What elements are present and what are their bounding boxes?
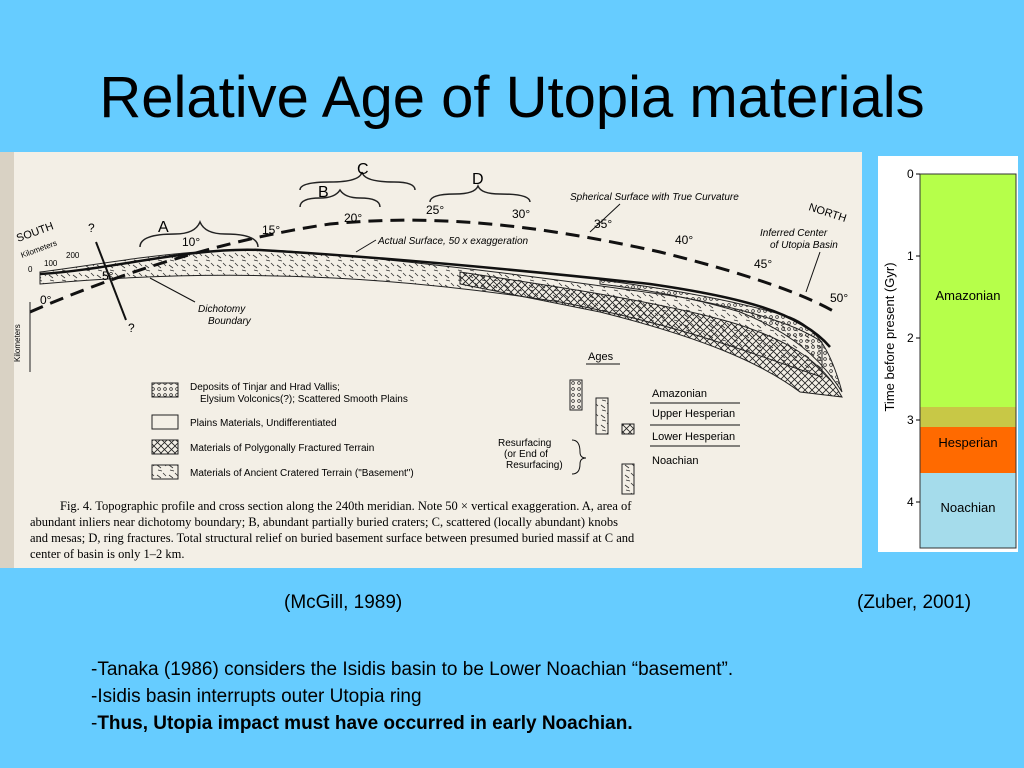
resurfacing-label: Resurfacing)	[506, 460, 563, 471]
hesperian-label: Hesperian	[938, 435, 998, 450]
bullet-dash: -	[91, 713, 98, 734]
basement-layer	[40, 250, 822, 377]
amazonian-label: Amazonian	[935, 288, 1001, 303]
scale-tick: 200	[66, 251, 80, 260]
question-mark: ?	[88, 221, 95, 235]
conclusion-text: Thus, Utopia impact must have occurred in early Noachian.	[97, 713, 633, 734]
angle-label: 20°	[344, 211, 363, 225]
resurfacing-label: (or End of	[504, 449, 548, 460]
age-upper-hesperian: Upper Hesperian	[652, 408, 736, 420]
dichotomy-label: Dichotomy	[198, 304, 246, 315]
angle-label: 25°	[426, 203, 445, 217]
legend-swatch	[152, 465, 178, 479]
legend-swatch	[152, 383, 178, 397]
dichotomy-label: Boundary	[208, 316, 251, 327]
scan-edge	[0, 152, 14, 568]
angle-label: 15°	[262, 223, 281, 237]
angle-label: 45°	[754, 257, 773, 271]
scale-tick: 0	[28, 265, 33, 274]
profile-diagram	[0, 152, 862, 568]
time-axis-label: Time before present (Gyr)	[882, 262, 897, 412]
legend-swatch	[152, 415, 178, 429]
bullet-item: -Isidis basin interrupts outer Utopia ring	[91, 686, 422, 707]
angle-label: 5°	[102, 269, 114, 283]
legend-swatch	[152, 440, 178, 454]
noachian-label: Noachian	[940, 500, 996, 515]
spherical-surface-label: Spherical Surface with True Curvature	[570, 192, 739, 203]
angle-label: 50°	[830, 291, 849, 305]
inferred-center-label: of Utopia Basin	[770, 240, 838, 251]
angle-label: 0°	[40, 293, 52, 307]
scale-tick: 100	[44, 259, 58, 268]
legend-text: Deposits of Tinjar and Hrad Vallis;	[190, 382, 340, 393]
figure-caption-line: Fig. 4. Topographic profile and cross section along the 240th meridian. Note 50 × vertical exaggeration. A, area of	[60, 499, 632, 513]
age-noachian: Noachian	[652, 455, 699, 467]
region-d-label: D	[472, 171, 484, 188]
time-tick: 3	[907, 413, 914, 427]
figure-caption-line: and mesas; D, ring fractures. Total structural relief on buried basement surface between presumed buried massif at C and	[30, 531, 635, 545]
angle-label: 40°	[675, 233, 694, 247]
actual-surface-label: Actual Surface, 50 x exaggeration	[378, 236, 529, 247]
time-tick: 1	[907, 249, 914, 263]
bullet-list	[91, 656, 733, 737]
region-b-label: B	[318, 184, 329, 201]
age-amazonian: Amazonian	[652, 388, 708, 400]
time-tick: 4	[907, 495, 914, 509]
depth-axis-label: Kilometers	[13, 324, 22, 362]
topographic-profile-figure	[0, 152, 862, 568]
region-a-label: A	[158, 219, 169, 236]
time-tick: 0	[907, 167, 914, 181]
legend-text: Materials of Ancient Cratered Terrain ("Basement")	[190, 468, 414, 479]
angle-label: 10°	[182, 235, 201, 249]
citation-mcgill: (McGill, 1989)	[284, 592, 403, 613]
transition-band	[920, 407, 1016, 427]
scale-title: Kilometers	[19, 238, 59, 260]
slide-title: Relative Age of Utopia materials	[99, 65, 925, 130]
legend-text: Plains Materials, Undifferentiated	[190, 418, 337, 429]
angle-label: 30°	[512, 207, 531, 221]
time-tick: 2	[907, 331, 914, 345]
region-c-label: C	[357, 161, 369, 178]
citation-zuber: (Zuber, 2001)	[857, 592, 972, 613]
inferred-center-label: Inferred Center	[760, 228, 828, 239]
age-lower-hesperian: Lower Hesperian	[652, 431, 736, 443]
figure-caption-line: center of basin is only 1–2 km.	[30, 547, 185, 561]
legend-text: Materials of Polygonally Fractured Terrain	[190, 443, 375, 454]
south-label: SOUTH	[14, 220, 56, 245]
timescale-diagram	[878, 156, 1018, 552]
resurfacing-label: Resurfacing	[498, 438, 552, 449]
legend-text: Elysium Volconics(?); Scattered Smooth Plains	[200, 394, 408, 405]
ages-heading: Ages	[588, 351, 614, 363]
bullet-item	[91, 710, 733, 737]
mars-timescale-figure	[878, 156, 1018, 552]
angle-label: 35°	[594, 217, 613, 231]
hesperian-band	[920, 427, 1016, 473]
figure-caption-line: abundant inliers near dichotomy boundary; B, abundant partially buried craters; C, scattered (locally abundant) knobs	[30, 515, 619, 529]
bullet-item: -Tanaka (1986) considers the Isidis basin to be Lower Noachian “basement”.	[91, 659, 734, 680]
north-label: NORTH	[807, 201, 848, 225]
question-mark: ?	[128, 321, 135, 335]
